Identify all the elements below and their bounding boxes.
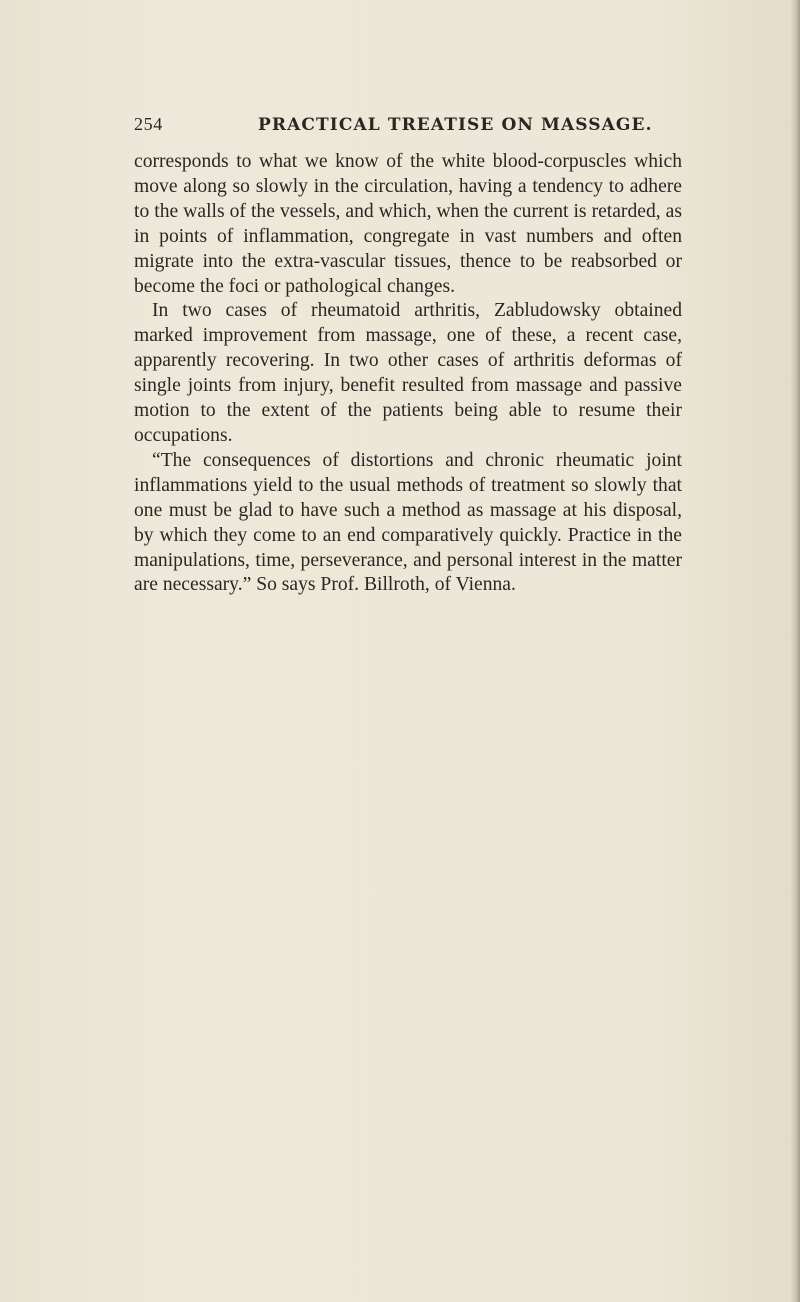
- running-title: PRACTICAL TREATISE ON MASSAGE.: [258, 115, 653, 135]
- paragraph-billroth-quote: “The consequences of distortions and chronic rheumatic joint inflammations yield to the usual methods of treatment so slowly that one must be glad to have such a method as massage at his disposal, by which they come to an end comparatively quickly. Practice in the manipulations, time, perseverance, and personal interest in the matter are necessary.” So says Prof. Billroth, of Vienna.: [134, 449, 682, 596]
- body-text: [134, 150, 682, 598]
- page-number: 254: [134, 114, 163, 134]
- running-head: [134, 114, 680, 142]
- page-edge-shadow: [790, 0, 800, 1302]
- paragraph-continuation: corresponds to what we know of the white blood-corpuscles which move along so slowly in the circulation, having a tendency to adhere to the walls of the vessels, and which, when the current is retarded, as in points of inflammation, congregate in vast numbers and often migrate into the extra-vascular tissues, thence to be reabsorbed or become the foci or pathological changes.: [134, 151, 682, 297]
- paragraph-rheumatoid-arthritis: In two cases of rheumatoid arthritis, Zabludowsky obtained marked improvement from massage, one of these, a recent case, apparently recovering. In two other cases of arthritis deformas of single joints from injury, benefit resulted from massage and passive motion to the extent of the patients being able to resume their occupations.: [134, 300, 682, 446]
